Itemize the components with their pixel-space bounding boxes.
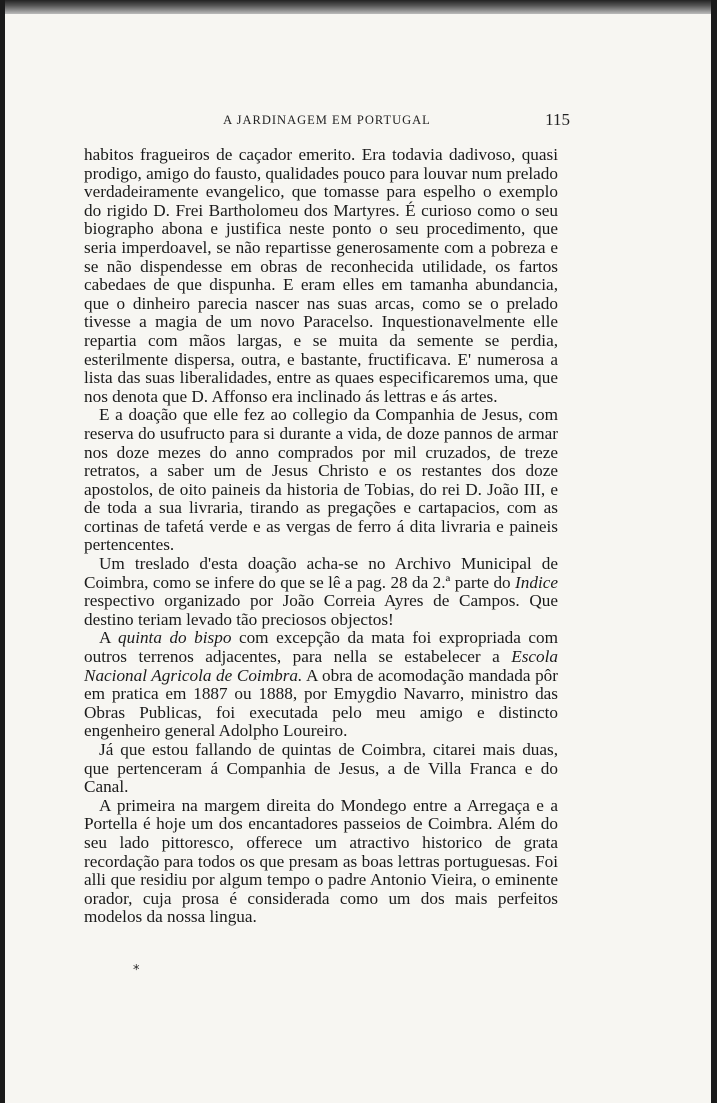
scan-right-edge <box>711 0 717 1103</box>
paragraph-4-text-c: A obra de acomodação mandada pôr em pratica em 1887 ou 1888, por Emygdio Navarro, ministro das Obras Publicas, foi executada pelo meu amigo e distincto engenheiro general Adolpho Loureiro. <box>84 665 558 741</box>
paragraph-2: E a doação que elle fez ao collegio da Companhia de Jesus, com reserva do usufructo para si durante a vida, de doze pannos de armar nos doze mezes do anno comprados por mil cruzados, de treze retratos, a saber um de Jesus Christo e os restantes dos doze apostolos, de oito paineis da historia de Tobias, do rei D. João III, e de toda a sua livraria, tirando as pregações e cartapacios, com as cortinas de tafetá verde e as vergas de ferro á dita livraria e paineis pertencentes. <box>84 405 558 555</box>
paragraph-6: A primeira na margem direita do Mondego entre a Arregaça e a Portella é hoje um dos encantadores passeios de Coimbra. Além do seu lado pittoresco, offerece um atractivo historico de grata recordação para todos os que presam as boas lettras portuguesas. Foi alli que residiu por algum tempo o padre Antonio Vieira, o eminente orador, cuja prosa é considerada como um dos mais perfeitos modelos da nossa lingua. <box>84 795 558 927</box>
paragraph-4 <box>84 629 558 741</box>
scan-top-edge <box>0 0 717 14</box>
paragraph-4-italic-1: quinta do bispo <box>118 628 232 648</box>
page-number: 115 <box>545 110 570 129</box>
paragraph-3-text-a: Um treslado d'esta doação acha-se no Archivo Municipal de Coimbra, como se infere do que se lê a pag. 28 da 2.ª parte do <box>84 554 558 592</box>
scan-left-edge <box>0 0 5 1103</box>
paragraph-4-text-b: com excepção da mata foi expropriada com outros terrenos adjacentes, para nella se estabelecer a <box>84 628 559 667</box>
paragraph-3-text-b: respectivo organizado por João Correia Ayres de Campos. Que destino teriam levado tão preciosos objectos! <box>84 591 558 629</box>
body-text <box>84 146 558 927</box>
paragraph-1: habitos fragueiros de caçador emerito. Era todavia dadivoso, quasi prodigo, amigo do fausto, qualidades pouco para louvar num prelado verdadeiramente evangelico, que tomasse para espelho o exemplo do rigido D. Frei Bartholomeu dos Martyres. É curioso como o seu biographo abona e justifica neste ponto o seu procedimento, que seria imperdoavel, se não repartisse generosamente com a pobreza e se não dispendesse em obras de reconhecida utilidade, os fartos cabedaes de que dispunha. E eram elles em tamanha abundancia, que o dinheiro parecia nascer nas suas arcas, como se o prelado tivesse a magia de um novo Paracelso. Inquestionavelmente elle repartia com mãos largas, e se muita da semente se perdia, esterilmente dispersa, outra, e bastante, fructificava. E' numerosa a lista das suas liberalidades, entre as quaes especificaremos uma, que nos denota que D. Affonso era inclinado ás lettras e ás artes. <box>84 145 558 406</box>
paragraph-4-text-a: A <box>99 628 118 648</box>
paragraph-5: Já que estou fallando de quintas de Coimbra, citarei mais duas, que pertenceram á Companhia de Jesus, a de Villa Franca e do Canal. <box>84 740 558 797</box>
paragraph-3 <box>84 555 558 629</box>
running-title: A JARDINAGEM EM PORTUGAL <box>223 113 431 127</box>
signature-mark: * <box>133 963 140 978</box>
paragraph-4-italic-2: Escola Nacional Agricola de Coimbra. <box>84 647 558 685</box>
paragraph-3-italic: Indice <box>515 572 558 592</box>
